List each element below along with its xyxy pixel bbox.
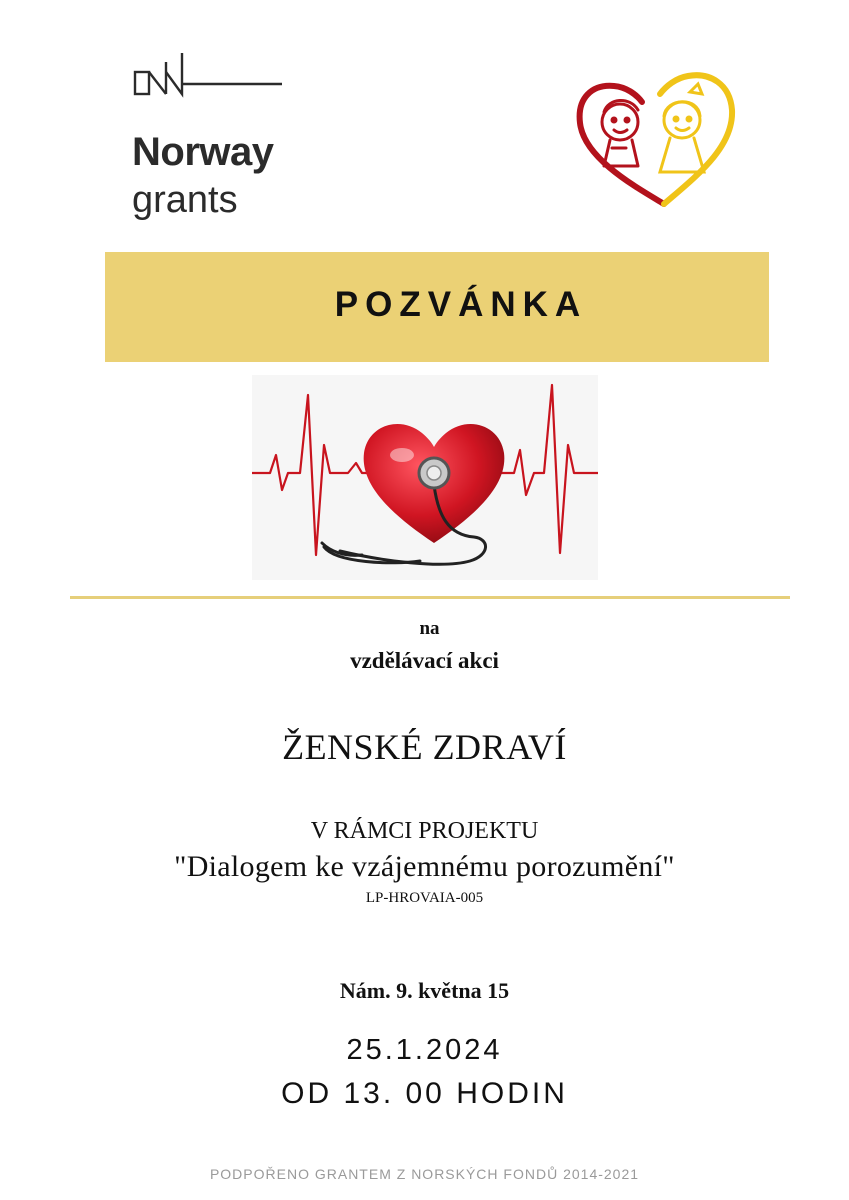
event-date: 25.1.2024	[346, 1034, 503, 1066]
intro-line-na: na	[419, 618, 440, 639]
section-divider	[70, 596, 790, 599]
children-heart-logo	[574, 68, 739, 208]
heart-stethoscope-image	[252, 375, 598, 580]
footer-funding-note: PODPOŘENO GRANTEM Z NORSKÝCH FONDŮ 2014-2021	[209, 1166, 640, 1182]
banner-title: POZVÁNKA	[334, 285, 588, 324]
event-title: ŽENSKÉ ZDRAVÍ	[282, 727, 567, 767]
project-label: V RÁMCI PROJEKTU	[310, 818, 539, 844]
heart-children-icon	[574, 68, 739, 208]
norway-grants-logo	[132, 50, 292, 225]
logo-word-grants: grants	[132, 179, 238, 221]
heart-stethoscope-icon	[252, 375, 598, 580]
project-name: "Dialogem ke vzájemnému porozumění"	[174, 850, 675, 883]
project-code: LP-HROVAIA-005	[365, 890, 484, 906]
intro-line-event-type: vzdělávací akci	[350, 648, 499, 673]
norway-grants-mark-icon	[132, 50, 292, 98]
event-time: OD 13. 00 HODIN	[281, 1077, 568, 1110]
event-address: Nám. 9. května 15	[339, 978, 510, 1003]
logo-word-norway: Norway	[132, 130, 274, 174]
title-banner	[105, 252, 769, 362]
